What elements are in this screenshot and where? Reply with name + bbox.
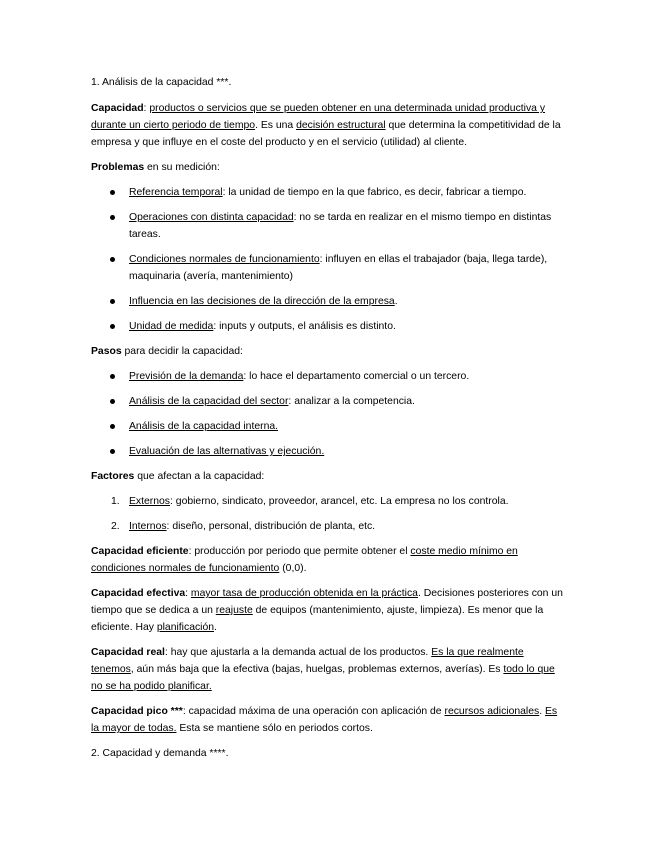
list-item: Unidad de medida: inputs y outputs, el análisis es distinto. [91,318,567,335]
pasos-list [91,368,567,460]
list-item: Previsión de la demanda: lo hace el departamento comercial o un tercero. [91,368,567,385]
list-item: Influencia en las decisiones de la dirección de la empresa. [91,293,567,310]
list-item: 2. Internos: diseño, personal, distribución de planta, etc. [111,521,376,532]
problemas-heading: Problemas en su medición: [91,162,220,173]
factores-heading: Factores que afectan a la capacidad: [91,471,265,482]
list-item: Análisis de la capacidad interna. [91,418,567,435]
decision-estructural: decisión estructural [296,120,386,131]
list-item: Condiciones normales de funcionamiento: influyen en ellas el trabajador (baja, llega tarde), maquinaria (avería, mantenimiento) [91,251,567,285]
list-item: Referencia temporal: la unidad de tiempo en la que fabrico, es decir, fabricar a tiempo. [91,184,567,201]
section-1-heading: 1. Análisis de la capacidad ***. [91,77,232,88]
capacidad-pico-paragraph: Capacidad pico ***: capacidad máxima de una operación con aplicación de recursos adicionales. Es la mayor de todas. Esta se mantiene sólo en periodos cortos. [91,706,558,734]
list-item: Evaluación de las alternativas y ejecución. [91,443,567,460]
list-item: Operaciones con distinta capacidad: no se tarda en realizar en el mismo tiempo en distintas tareas. [91,209,567,243]
capacidad-paragraph: Capacidad: productos o servicios que se pueden obtener en una determinada unidad productiva y durante un cierto periodo de tiempo. Es una decisión estructural que determina la competitividad de la empresa y que influye en el coste del producto y en el servicio (utilidad) al cliente. [91,103,561,148]
section-2-heading: 2. Capacidad y demanda ****. [91,748,229,759]
list-item: Análisis de la capacidad del sector: analizar a la competencia. [91,393,567,410]
factores-list [91,493,567,535]
capacidad-term: Capacidad [91,103,144,114]
capacidad-real-paragraph: Capacidad real: hay que ajustarla a la demanda actual de los productos. Es la que realmente tenemos, aún más baja que la efectiva (bajas, huelgas, problemas externos, averías). Es todo lo que no se ha podido planificar. [91,647,555,692]
pasos-heading: Pasos para decidir la capacidad: [91,346,243,357]
capacidad-eficiente-paragraph: Capacidad eficiente: producción por periodo que permite obtener el coste medio mínimo en condiciones normales de funcionamiento (0,0). [91,546,518,574]
capacidad-efectiva-paragraph: Capacidad efectiva: mayor tasa de producción obtenida en la práctica. Decisiones posteriores con un tiempo que se dedica a un reajuste de equipos (mantenimiento, ajuste, limpieza). Es menor que la eficiente. Hay planificación. [91,588,563,633]
capacidad-definition: productos o servicios que se pueden obtener en una determinada unidad productiva y durante un cierto periodo de tiempo [91,103,546,131]
problemas-list [91,184,567,335]
list-item: 1. Externos: gobierno, sindicato, proveedor, arancel, etc. La empresa no los controla. [111,496,509,507]
